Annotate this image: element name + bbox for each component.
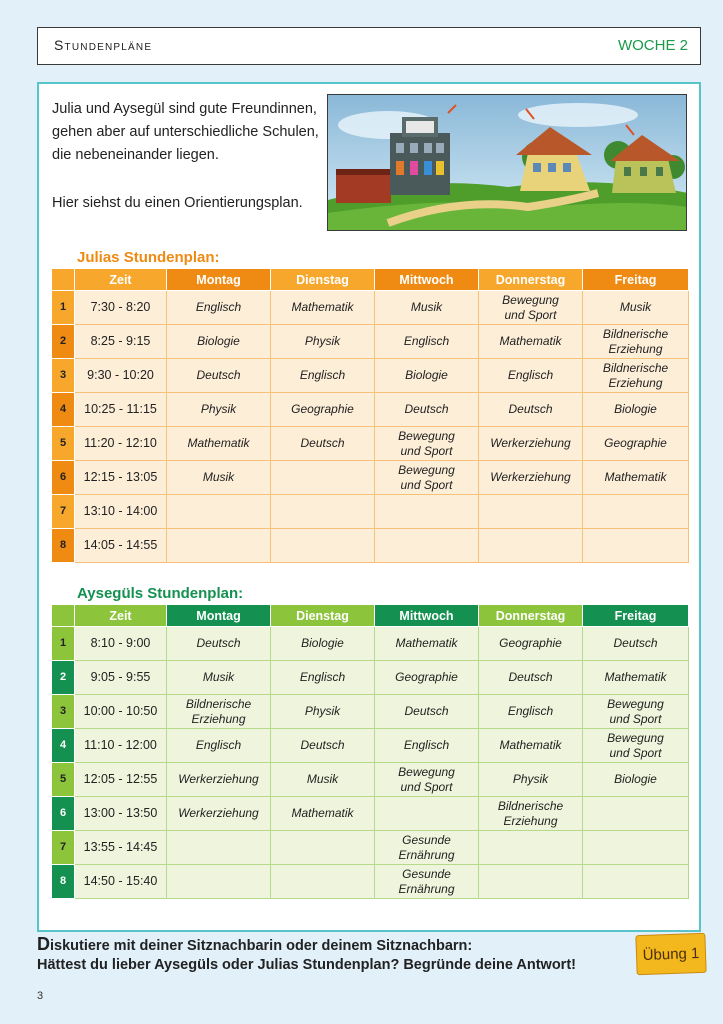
page-header	[37, 27, 701, 65]
week-label: WOCHE 2	[617, 37, 688, 54]
subject-cell	[375, 529, 479, 563]
subject-cell	[479, 529, 583, 563]
column-header: Dienstag	[271, 605, 375, 627]
subject-cell: Biologie	[271, 627, 375, 661]
header-row	[52, 605, 689, 627]
period-time: 12:05 - 12:55	[75, 763, 167, 797]
column-header: Donnerstag	[479, 605, 583, 627]
period-time: 8:10 - 9:00	[75, 627, 167, 661]
period-number: 4	[52, 393, 75, 427]
subject-cell: Werkerziehung	[479, 427, 583, 461]
subject-cell: Englisch	[375, 325, 479, 359]
subject-cell: Geographie	[271, 393, 375, 427]
subject-cell: Werkerziehung	[167, 797, 271, 831]
period-number: 3	[52, 695, 75, 729]
subject-cell: Englisch	[479, 695, 583, 729]
subject-cell	[479, 865, 583, 899]
table-row	[52, 729, 689, 763]
subject-cell: Biologie	[375, 359, 479, 393]
subject-cell: Bildnerische Erziehung	[583, 325, 689, 359]
subject-cell: Deutsch	[375, 695, 479, 729]
subject-cell: Deutsch	[479, 661, 583, 695]
intro-paragraph-2: Hier siehst du einen Orientierungsplan.	[52, 195, 303, 211]
subject-cell: Bildnerische Erziehung	[583, 359, 689, 393]
period-number: 3	[52, 359, 75, 393]
period-number: 5	[52, 427, 75, 461]
subject-cell: Mathematik	[583, 661, 689, 695]
period-number: 7	[52, 495, 75, 529]
table-row	[52, 695, 689, 729]
subject-cell: Mathematik	[479, 325, 583, 359]
subject-cell: Mathematik	[479, 729, 583, 763]
subject-cell	[583, 495, 689, 529]
subject-cell: Englisch	[271, 359, 375, 393]
period-time: 13:55 - 14:45	[75, 831, 167, 865]
subject-cell: Physik	[271, 695, 375, 729]
orientation-map-illustration	[327, 94, 687, 231]
table-row	[52, 763, 689, 797]
subject-cell: Englisch	[479, 359, 583, 393]
subject-cell: Bewegung und Sport	[479, 291, 583, 325]
column-header: Mittwoch	[375, 269, 479, 291]
subject-cell: Mathematik	[583, 461, 689, 495]
subject-cell	[479, 831, 583, 865]
period-time: 7:30 - 8:20	[75, 291, 167, 325]
table-row	[52, 461, 689, 495]
period-time: 10:25 - 11:15	[75, 393, 167, 427]
subject-cell: Deutsch	[167, 627, 271, 661]
subject-cell: Deutsch	[167, 359, 271, 393]
column-header: Zeit	[75, 605, 167, 627]
intro-paragraph-1: Julia und Aysegül sind gute Freundinnen, gehen aber auf unterschiedliche Schulen, die nebeneinander liegen.	[52, 101, 319, 163]
subject-cell	[167, 831, 271, 865]
table-row	[52, 359, 689, 393]
page-title: Stundenpläne	[54, 37, 153, 53]
table-row	[52, 393, 689, 427]
subject-cell: Werkerziehung	[167, 763, 271, 797]
subject-cell: Physik	[479, 763, 583, 797]
subject-cell: Geographie	[583, 427, 689, 461]
column-header: Dienstag	[271, 269, 375, 291]
subject-cell: Bewegung und Sport	[583, 729, 689, 763]
period-time: 13:10 - 14:00	[75, 495, 167, 529]
subject-cell: Gesunde Ernährung	[375, 865, 479, 899]
page-number: 3	[37, 990, 44, 1002]
period-time: 11:20 - 12:10	[75, 427, 167, 461]
intro-text	[52, 98, 327, 215]
subject-cell: Deutsch	[583, 627, 689, 661]
subject-cell: Musik	[167, 461, 271, 495]
table-row	[52, 427, 689, 461]
subject-cell	[167, 865, 271, 899]
subject-cell	[375, 797, 479, 831]
subject-cell: Mathematik	[167, 427, 271, 461]
period-time: 8:25 - 9:15	[75, 325, 167, 359]
aysegul-schedule-table	[51, 604, 689, 899]
subject-cell	[167, 529, 271, 563]
julia-schedule-table	[51, 268, 689, 563]
discussion-line-1	[37, 935, 637, 956]
subject-cell	[271, 461, 375, 495]
subject-cell: Biologie	[167, 325, 271, 359]
column-header: Montag	[167, 605, 271, 627]
table-row	[52, 865, 689, 899]
subject-cell: Englisch	[271, 661, 375, 695]
subject-cell: Mathematik	[271, 291, 375, 325]
subject-cell: Bildnerische Erziehung	[479, 797, 583, 831]
subject-cell: Musik	[583, 291, 689, 325]
subject-cell: Biologie	[583, 763, 689, 797]
subject-cell: Musik	[375, 291, 479, 325]
header-row	[52, 269, 689, 291]
exercise-badge: Übung 1	[635, 933, 706, 975]
subject-cell	[583, 529, 689, 563]
subject-cell: Englisch	[167, 729, 271, 763]
column-header: Montag	[167, 269, 271, 291]
header-corner	[52, 269, 75, 291]
subject-cell: Englisch	[167, 291, 271, 325]
subject-cell: Bewegung und Sport	[375, 763, 479, 797]
subject-cell: Bildnerische Erziehung	[167, 695, 271, 729]
subject-cell: Mathematik	[375, 627, 479, 661]
subject-cell: Geographie	[375, 661, 479, 695]
subject-cell: Biologie	[583, 393, 689, 427]
subject-cell	[583, 831, 689, 865]
column-header: Freitag	[583, 269, 689, 291]
subject-cell: Deutsch	[271, 427, 375, 461]
drop-cap: D	[37, 934, 50, 954]
subject-cell: Werkerziehung	[479, 461, 583, 495]
subject-cell	[479, 495, 583, 529]
table-row	[52, 661, 689, 695]
table-row	[52, 291, 689, 325]
period-time: 11:10 - 12:00	[75, 729, 167, 763]
column-header: Zeit	[75, 269, 167, 291]
period-number: 8	[52, 865, 75, 899]
period-number: 1	[52, 627, 75, 661]
subject-cell: Bewegung und Sport	[375, 461, 479, 495]
period-number: 2	[52, 661, 75, 695]
discussion-line-1-text: iskutiere mit deiner Sitznachbarin oder deinem Sitznachbarn:	[50, 938, 473, 954]
column-header: Donnerstag	[479, 269, 583, 291]
subject-cell	[583, 865, 689, 899]
subject-cell: Deutsch	[375, 393, 479, 427]
subject-cell: Musik	[271, 763, 375, 797]
period-number: 6	[52, 797, 75, 831]
discussion-line-2: Hättest du lieber Aysegüls oder Julias Stundenplan? Begründe deine Antwort!	[37, 957, 576, 973]
subject-cell	[375, 495, 479, 529]
subject-cell	[583, 797, 689, 831]
table-row	[52, 627, 689, 661]
period-time: 9:30 - 10:20	[75, 359, 167, 393]
subject-cell	[271, 529, 375, 563]
period-number: 1	[52, 291, 75, 325]
column-header: Mittwoch	[375, 605, 479, 627]
subject-cell: Deutsch	[271, 729, 375, 763]
subject-cell: Deutsch	[479, 393, 583, 427]
period-time: 13:00 - 13:50	[75, 797, 167, 831]
table-row	[52, 831, 689, 865]
subject-cell: Mathematik	[271, 797, 375, 831]
subject-cell	[271, 865, 375, 899]
column-header: Freitag	[583, 605, 689, 627]
subject-cell: Musik	[167, 661, 271, 695]
period-number: 7	[52, 831, 75, 865]
period-number: 6	[52, 461, 75, 495]
period-time: 10:00 - 10:50	[75, 695, 167, 729]
subject-cell	[271, 495, 375, 529]
period-time: 9:05 - 9:55	[75, 661, 167, 695]
aysegul-schedule-title: Aysegüls Stundenplan:	[77, 585, 244, 602]
period-number: 4	[52, 729, 75, 763]
subject-cell: Gesunde Ernährung	[375, 831, 479, 865]
discussion-task	[37, 935, 637, 975]
subject-cell	[167, 495, 271, 529]
subject-cell: Geographie	[479, 627, 583, 661]
period-number: 5	[52, 763, 75, 797]
subject-cell: Physik	[167, 393, 271, 427]
period-time: 12:15 - 13:05	[75, 461, 167, 495]
period-number: 8	[52, 529, 75, 563]
table-row	[52, 495, 689, 529]
table-row	[52, 529, 689, 563]
subject-cell: Bewegung und Sport	[375, 427, 479, 461]
period-time: 14:05 - 14:55	[75, 529, 167, 563]
period-time: 14:50 - 15:40	[75, 865, 167, 899]
subject-cell	[271, 831, 375, 865]
table-row	[52, 797, 689, 831]
subject-cell: Englisch	[375, 729, 479, 763]
period-number: 2	[52, 325, 75, 359]
header-corner	[52, 605, 75, 627]
subject-cell: Physik	[271, 325, 375, 359]
table-row	[52, 325, 689, 359]
julia-schedule-title: Julias Stundenplan:	[77, 249, 220, 266]
subject-cell: Bewegung und Sport	[583, 695, 689, 729]
